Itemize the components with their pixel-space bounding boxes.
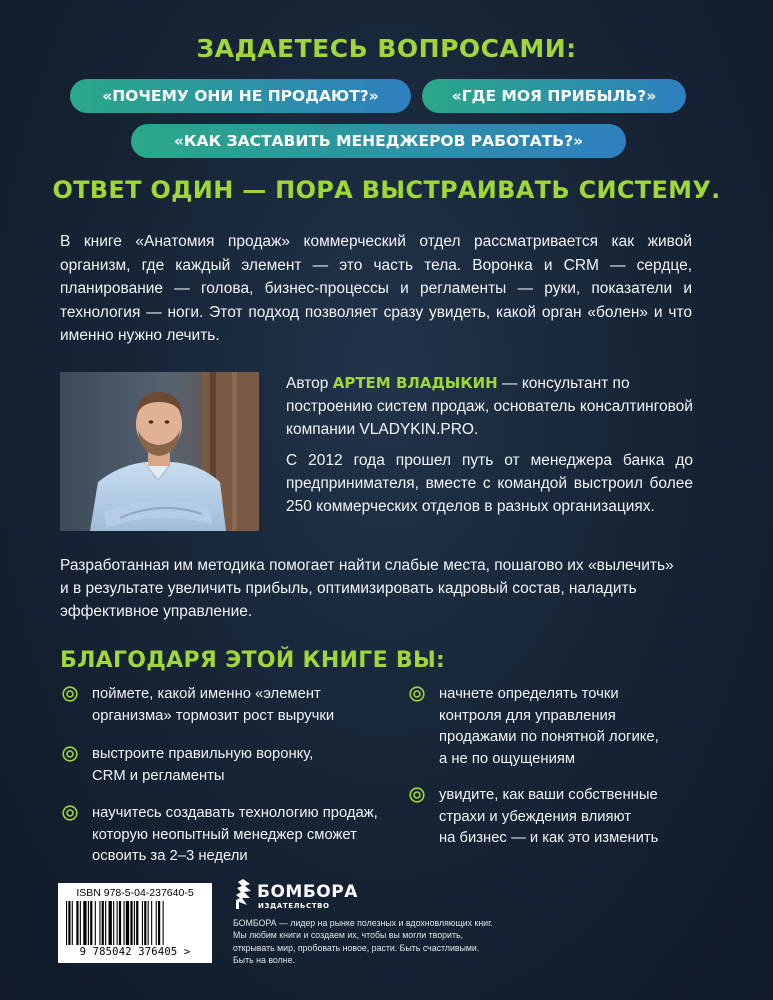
answer-heading: ОТВЕТ ОДИН — ПОРА ВЫСТРАИВАТЬ СИСТЕМУ. [52,176,721,204]
author-photo [60,372,259,531]
benefit-line: организма» тормозит рост выручки [92,707,335,724]
questions-heading: ЗАДАЕТЕСЬ ВОПРОСАМИ: [196,34,577,63]
publisher-name: БОМБОРА [257,882,358,902]
benefit-line: поймете, какой именно «элемент [92,686,321,702]
author-prefix: Автор [286,375,329,392]
question-pill-2: «ГДЕ МОЯ ПРИБЫЛЬ?» [422,79,686,113]
author-description: — консультант по построению систем продаж, основатель консалтинговой компании VLADYKIN.PRO. [286,375,693,438]
benefit-line: продажами по понятной логике, [439,729,659,745]
benefit-line: освоить за 2–3 недели [92,848,248,864]
benefit-line: которую неопытный менеджер сможет [92,826,357,843]
benefit-line: начнете определять точки [439,686,619,702]
target-bullet-icon [409,686,425,702]
benefit-line: а не по ощущениям [439,750,576,767]
barcode-icon [64,901,206,945]
benefit-line: увидите, как ваши собственные [439,787,658,803]
publisher-blurb: БОМБОРА — лидер на рынке полезных и вдохновляющих книг. Мы любим книги и создаем их, чтобы вы могли творить, открывать мир, пробовать новое, расти. Быть счастливыми. Быть на волне. [233,918,493,965]
author-career: С 2012 года прошел путь от менеджера банка до предпринимателя, вместе с командой выстроил более 250 коммерческих отделов в разных организациях. [286,452,693,515]
benefits-heading: БЛАГОДАРЯ ЭТОЙ КНИГЕ ВЫ: [60,648,446,673]
benefit-line: на бизнес — и как это изменить [439,830,659,846]
benefit-line: контроля для управления [439,707,616,724]
target-bullet-icon [409,787,425,803]
intro-paragraph: В книге «Анатомия продаж» коммерческий отдел рассматривается как живой организм, где каждый элемент — это часть тела. Воронка и CRM — сердце, планирование — голова, бизнес-процессы и регламенты — руки, показатели и технология — ноги. Этот подход позволяет сразу увидеть, какой орган «болен» и что именно нужно лечить. [60,233,692,344]
question-pill-3: «КАК ЗАСТАВИТЬ МЕНЕДЖЕРОВ РАБОТАТЬ?» [131,124,626,158]
target-bullet-icon [62,686,78,702]
method-paragraph: Разработанная им методика помогает найти слабые места, пошагово их «вылечить» и в результате увеличить прибыль, оптимизировать кадровый состав, наладить эффективное управление. [60,557,674,620]
target-bullet-icon [62,746,78,762]
publisher-logo-icon [233,878,253,910]
isbn-barcode-box [58,883,212,963]
author-name: АРТЕМ ВЛАДЫКИН [332,374,498,392]
benefit-line: выстроите правильную воронку, [92,746,314,762]
author-portrait-illustration [60,372,259,531]
benefit-line: CRM и регламенты [92,767,225,784]
benefit-line: научитесь создавать технологию продаж, [92,805,378,821]
question-pill-1: «ПОЧЕМУ ОНИ НЕ ПРОДАЮТ?» [70,79,411,113]
benefit-line: страхи и убеждения влияют [439,808,632,825]
publisher-subtitle: ИЗДАТЕЛЬСТВО [258,902,330,910]
target-bullet-icon [62,805,78,821]
isbn-label: ISBN 978-5-04-237640-5 [76,887,194,899]
author-bio [286,372,696,441]
isbn-digits: 9 785042 376405 > [79,946,191,958]
